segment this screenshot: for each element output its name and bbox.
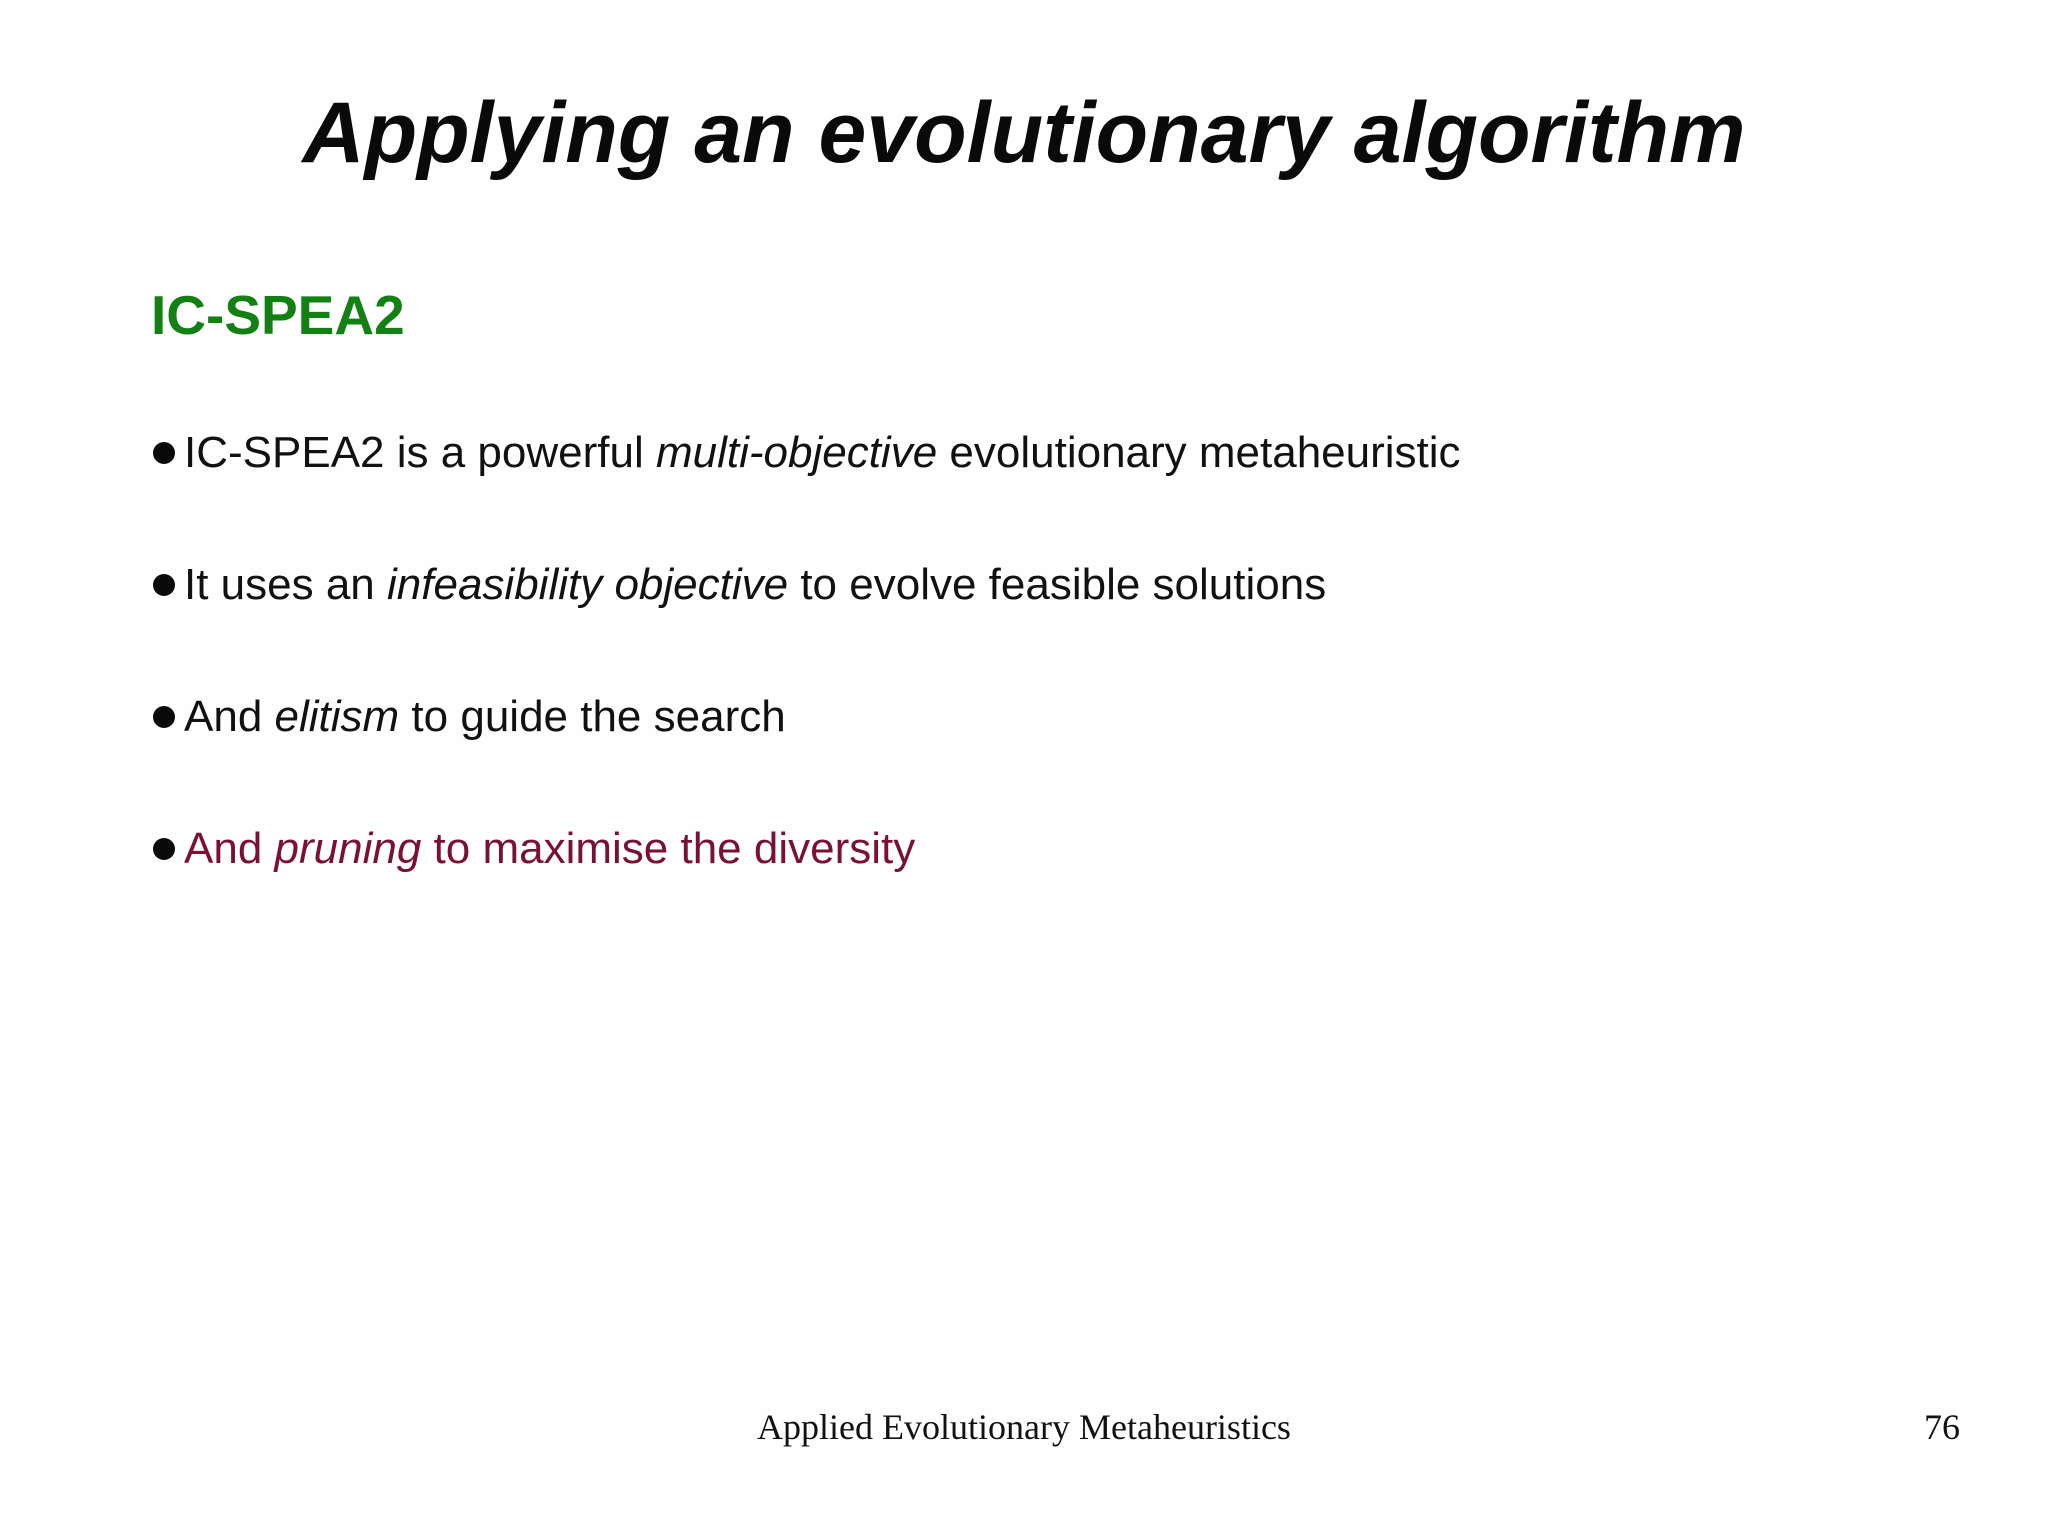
bullet-text-plain: to evolve feasible solutions xyxy=(788,560,1327,609)
bullet-text-plain: And xyxy=(184,692,275,741)
footer-page-number: 76 xyxy=(1924,1407,1960,1447)
bullet-text-emphasis: elitism xyxy=(274,692,400,741)
bullet-text-plain: evolutionary metaheuristic xyxy=(937,428,1461,477)
bullet-text xyxy=(184,816,915,882)
bullet-text-plain: IC-SPEA2 is a powerful xyxy=(184,428,656,477)
bullet-text-plain: to maximise the diversity xyxy=(421,824,916,873)
bullet-text-emphasis: infeasibility objective xyxy=(387,560,789,609)
bullet-dot-icon xyxy=(153,574,175,596)
bullet-text-plain: And xyxy=(184,824,275,873)
bullet-text-plain: It uses an xyxy=(184,560,388,609)
slide-title: Applying an evolutionary algorithm xyxy=(302,85,1746,181)
bullet-text-emphasis: pruning xyxy=(274,824,422,873)
bullet-text xyxy=(184,420,1461,486)
bullet-dot-icon xyxy=(153,442,175,464)
bullet-text-plain: to guide the search xyxy=(399,692,786,741)
bullet-text xyxy=(184,684,786,750)
slide-subtitle: IC-SPEA2 xyxy=(151,284,405,346)
bullet-dot-icon xyxy=(153,706,175,728)
bullet-text xyxy=(184,552,1326,618)
bullet-dot-icon xyxy=(153,838,175,860)
bullet-text-emphasis: multi-objective xyxy=(655,428,938,477)
footer-course-title: Applied Evolutionary Metaheuristics xyxy=(757,1407,1291,1447)
